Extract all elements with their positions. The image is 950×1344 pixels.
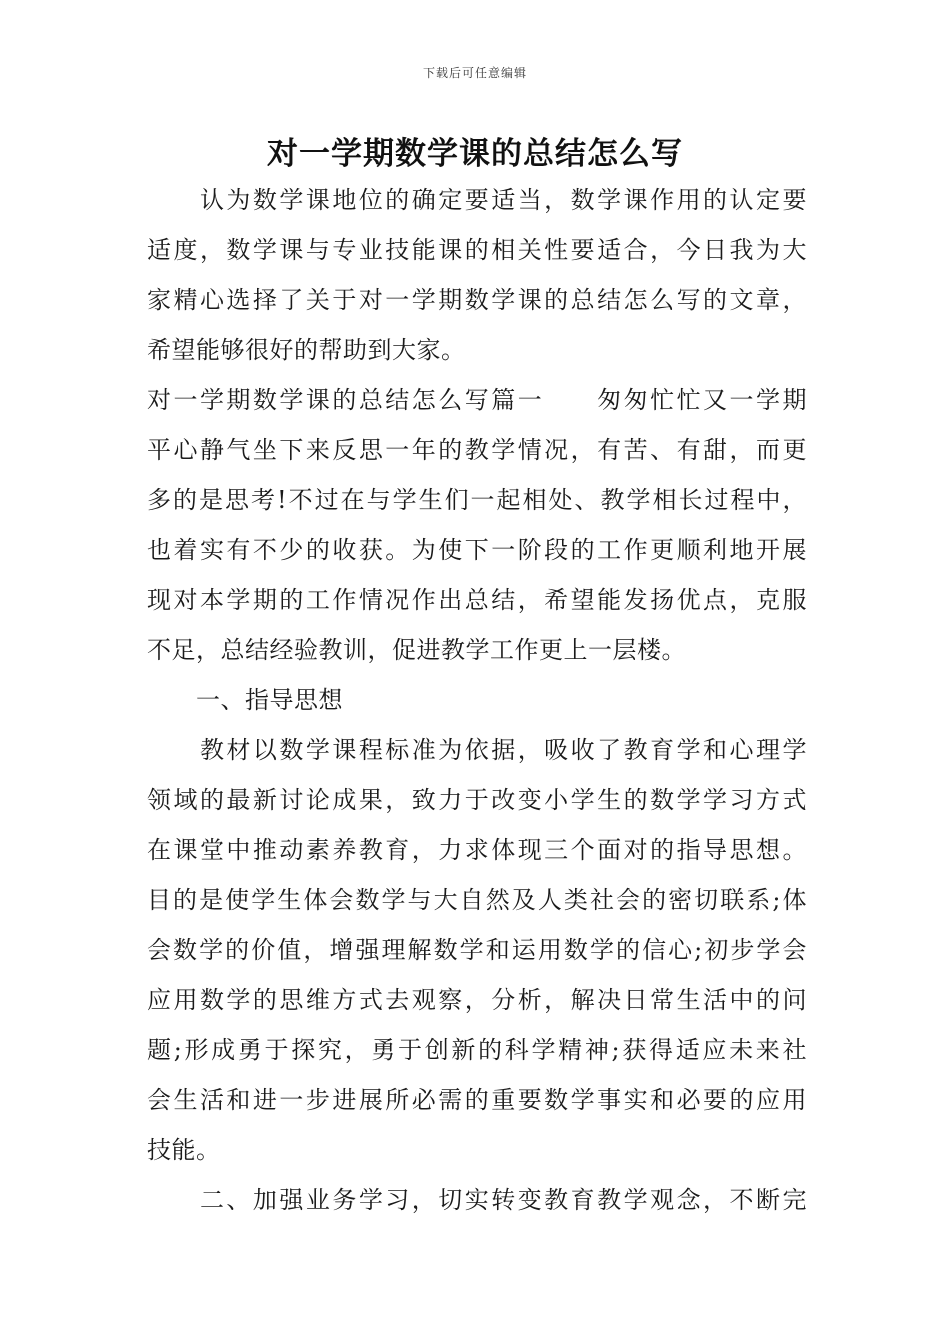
text-line: 平心静气坐下来反思一年的教学情况，有苦、有甜，而更	[147, 436, 807, 464]
text-line: 技能。	[147, 1136, 221, 1164]
text-line: 认为数学课地位的确定要适当，数学课作用的认定要	[147, 186, 807, 214]
text-line: 现对本学期的工作情况作出总结，希望能发扬优点，克服	[147, 586, 807, 614]
text-line: 会数学的价值，增强理解数学和运用数学的信心;初步学会	[147, 936, 807, 964]
text-line: 适度，数学课与专业技能课的相关性要适合，今日我为大	[147, 236, 807, 264]
section-heading-line: 对一学期数学课的总结怎么写篇一 匆匆忙忙又一学期	[147, 386, 807, 414]
text-line: 目的是使学生体会数学与大自然及人类社会的密切联系;体	[147, 886, 807, 914]
text-line: 题;形成勇于探究，勇于创新的科学精神;获得适应未来社	[147, 1036, 807, 1064]
text-line: 应用数学的思维方式去观察，分析，解决日常生活中的问	[147, 986, 807, 1014]
text-line: 会生活和进一步进展所必需的重要数学事实和必要的应用	[147, 1086, 807, 1114]
text-line: 不足，总结经验教训，促进教学工作更上一层楼。	[147, 636, 686, 664]
text-line: 在课堂中推动素养教育，力求体现三个面对的指导思想。	[147, 836, 807, 864]
text-line: 多的是思考!不过在与学生们一起相处、教学相长过程中，	[147, 486, 807, 514]
page-title: 对一学期数学课的总结怎么写	[267, 136, 683, 172]
text-line: 家精心选择了关于对一学期数学课的总结怎么写的文章，	[147, 286, 807, 314]
document-body	[147, 175, 807, 1225]
text-line: 领域的最新讨论成果，致力于改变小学生的数学学习方式	[147, 786, 807, 814]
section-heading: 一、指导思想	[147, 686, 343, 714]
header-note: 下载后可任意编辑	[422, 66, 527, 80]
text-line: 希望能够很好的帮助到大家。	[147, 336, 466, 364]
text-line: 教材以数学课程标准为依据，吸收了教育学和心理学	[147, 736, 807, 764]
section-heading-line: 二、加强业务学习，切实转变教育教学观念，不断完	[147, 1186, 807, 1214]
text-line: 也着实有不少的收获。为使下一阶段的工作更顺利地开展	[147, 536, 807, 564]
